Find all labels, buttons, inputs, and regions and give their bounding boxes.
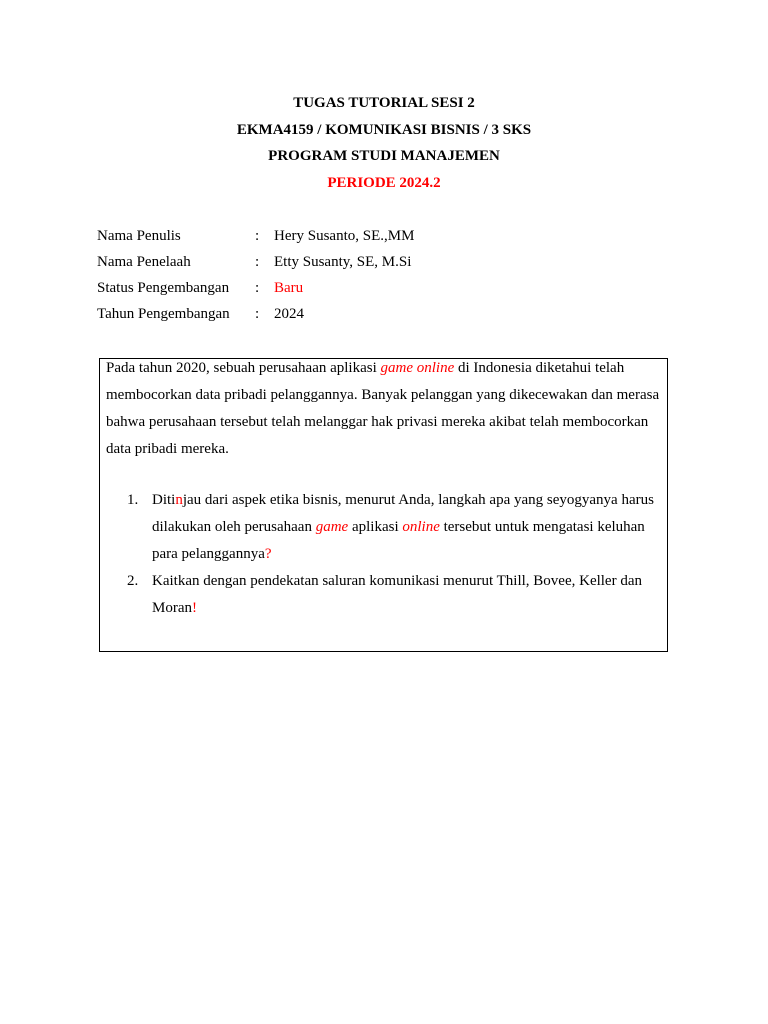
meta-value: Hery Susanto, SE.,MM [274,228,415,244]
meta-row-tahun [97,301,597,327]
meta-row-penelaah [97,249,597,275]
meta-row-status [97,275,597,301]
question-text: Diti [152,492,176,508]
question-text-highlight: n [175,492,183,508]
question-item [127,487,663,568]
question-text: Kaitkan dengan pendekatan saluran komunikasi menurut Thill, Bovee, Keller dan Moran [152,573,642,616]
question-text: jau dari aspek etika bisnis, menurut Anda, langkah apa yang seyogyanya harus dilakukan oleh perusahaan [152,492,654,535]
document-header [0,90,768,196]
header-program: PROGRAM STUDI MANAJEMEN [268,148,500,164]
meta-label: Tahun Pengembangan [97,306,230,322]
question-mark: ? [264,546,272,562]
question-number: 2. [127,573,139,589]
intro-text: Pada tahun 2020, sebuah perusahaan aplikasi [106,360,381,376]
question-item [127,568,663,622]
header-title: TUGAS TUTORIAL SESI 2 [293,95,475,111]
author-info [97,223,597,327]
meta-label: Nama Penulis [97,228,181,244]
case-intro-paragraph [106,355,664,463]
meta-value-status: Baru [274,280,304,296]
meta-label: Status Pengembangan [97,280,230,296]
header-course: EKMA4159 / KOMUNIKASI BISNIS / 3 SKS [236,121,532,138]
meta-separator: : [255,280,260,296]
question-list [127,487,663,622]
case-question-box [99,358,668,652]
header-period: PERIODE 2024.2 [327,174,441,191]
meta-value: 2024 [274,306,304,322]
question-text: aplikasi [348,519,403,535]
question-italic-term: online [402,519,440,535]
question-italic-term: game [315,519,349,535]
intro-text: di Indonesia diketahui telah membocorkan data pribadi pelanggannya. Banyak pelanggan yang dikecewakan dan merasa bahwa perusahaan tersebut telah melanggar hak privasi mereka akibat telah membocorkan data pribadi mereka. [106,360,660,457]
question-number: 1. [127,492,139,508]
meta-separator: : [255,254,260,270]
question-text: tersebut untuk mengatasi keluhan para pelanggannya [152,519,645,562]
meta-label: Nama Penelaah [97,254,191,270]
meta-separator: : [255,306,260,322]
exclamation-mark: ! [192,600,197,616]
meta-row-penulis [97,223,597,249]
meta-value: Etty Susanty, SE, M.Si [274,254,412,270]
intro-italic-term: game online [380,360,455,376]
meta-separator: : [255,228,260,244]
